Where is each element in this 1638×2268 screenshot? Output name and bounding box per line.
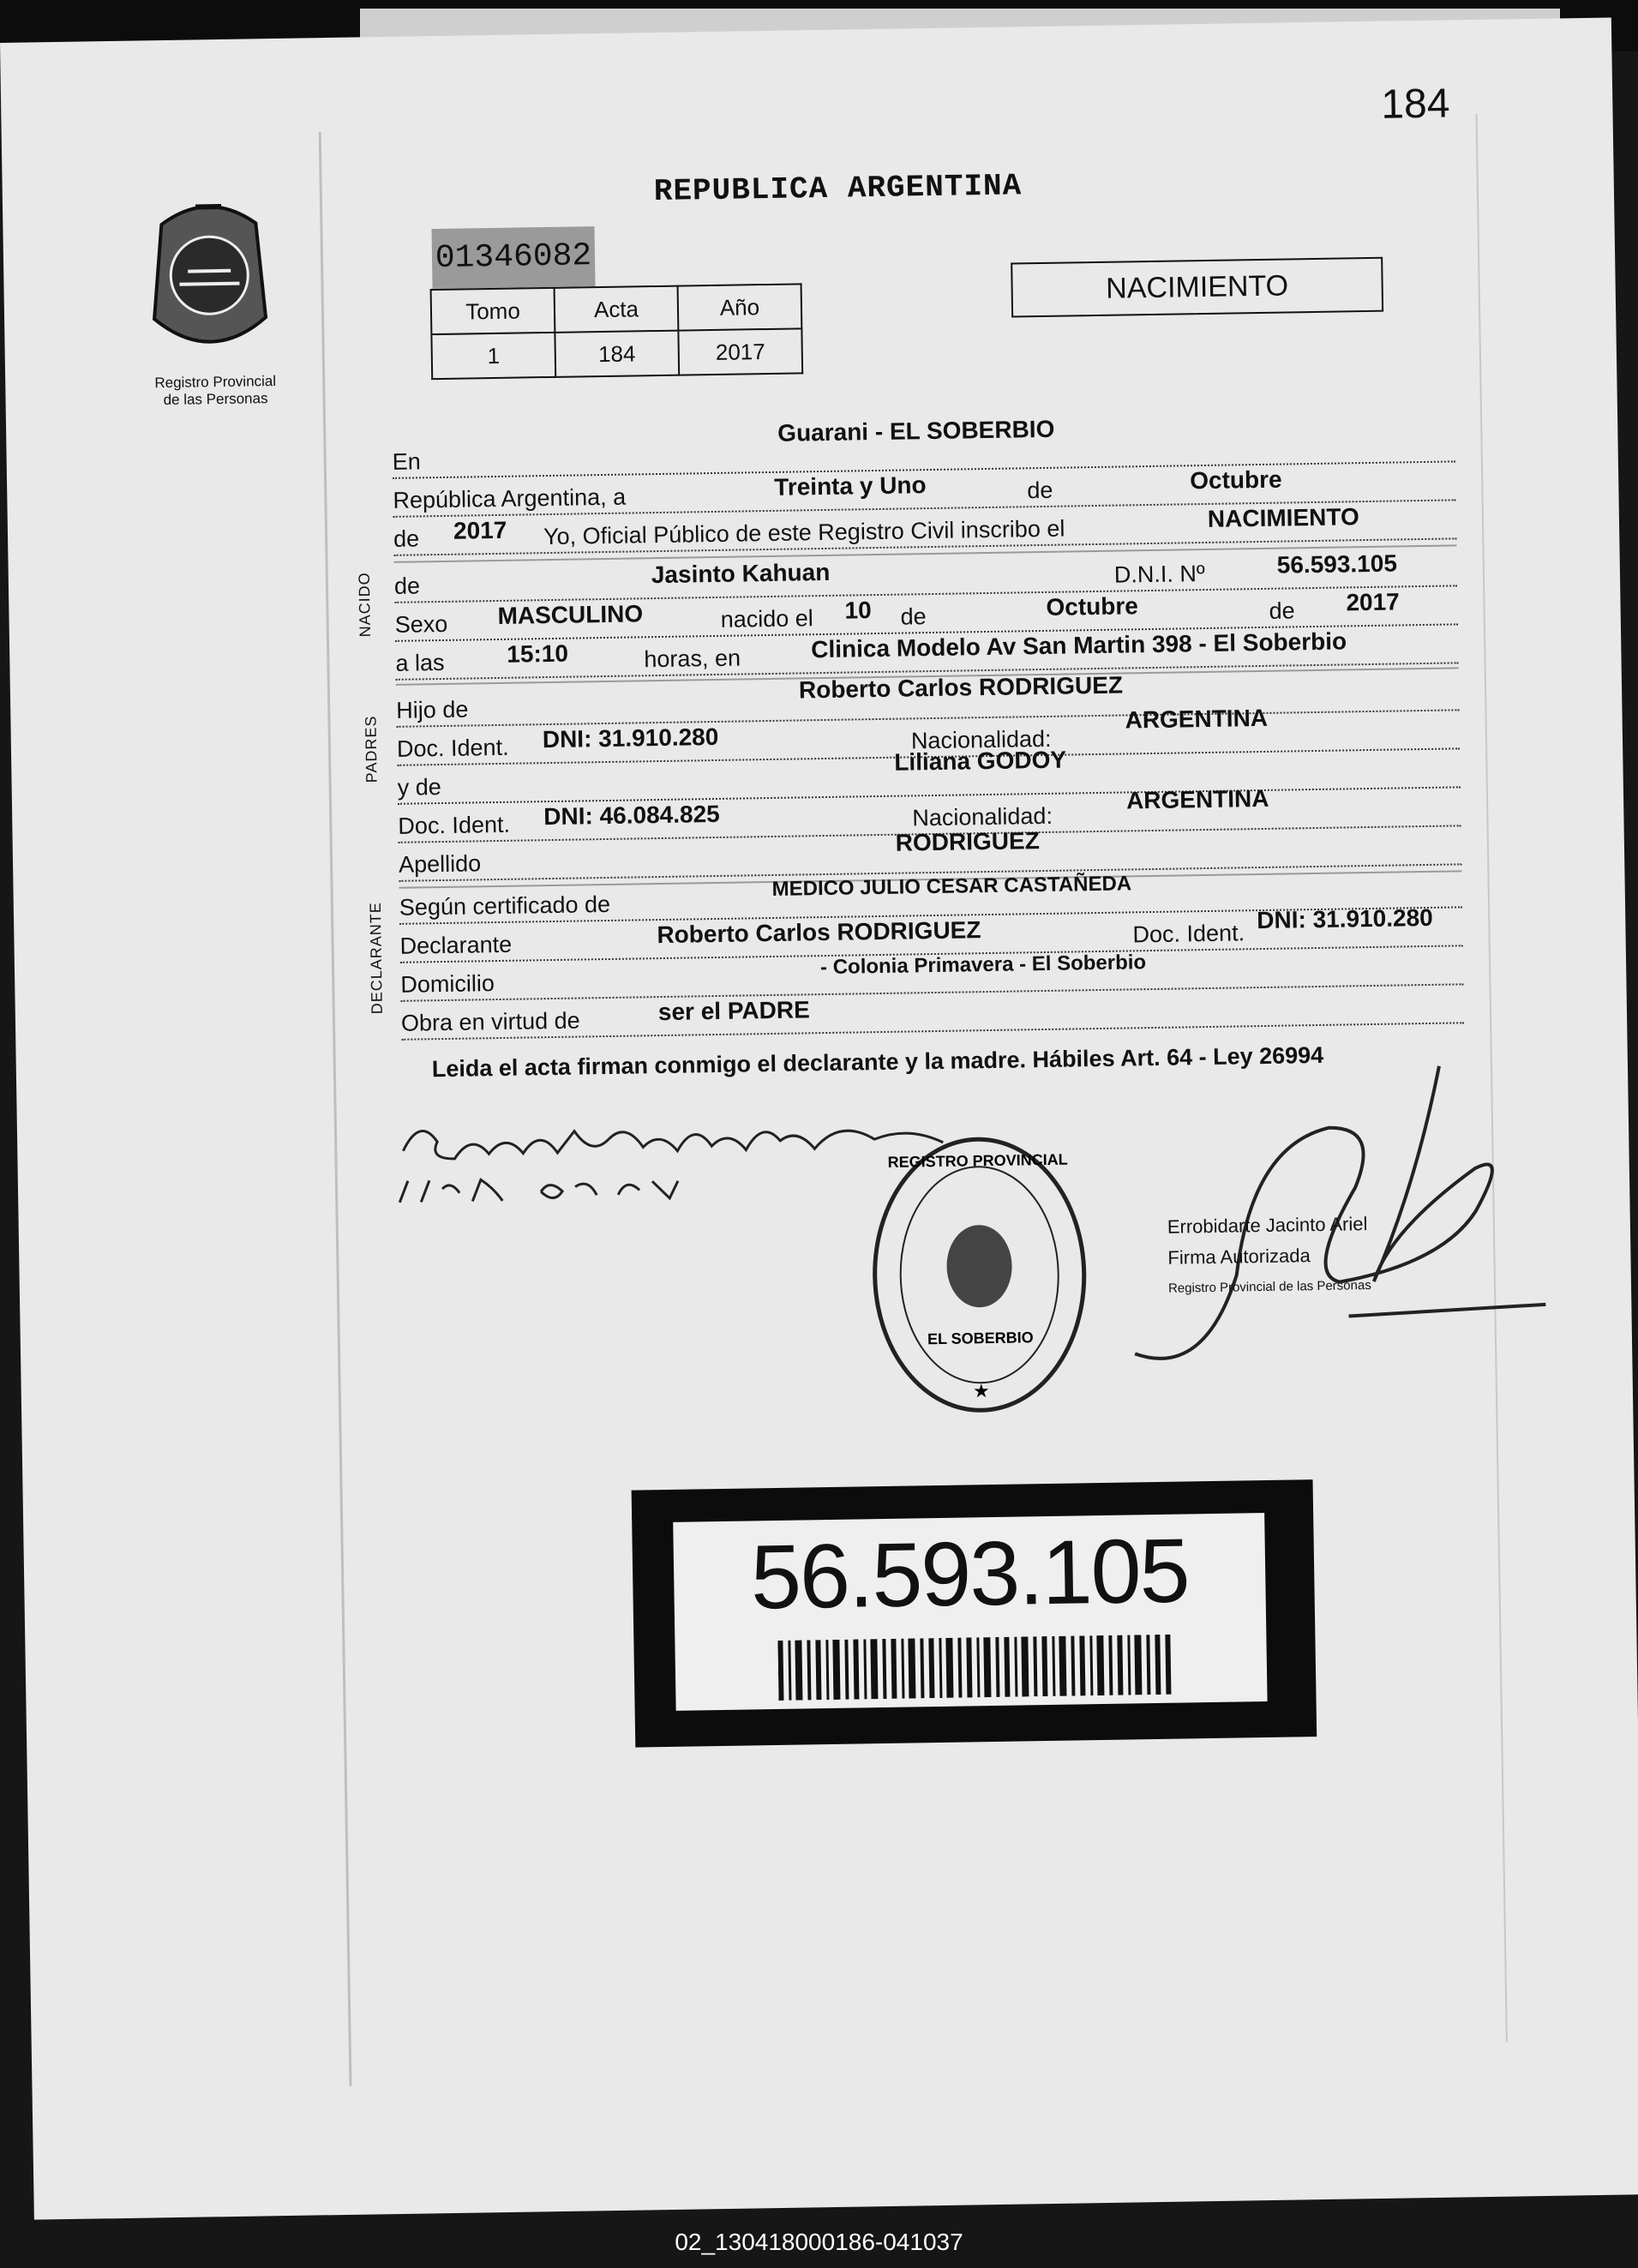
address-value: - Colonia Primavera - El Soberbio [819,951,1147,980]
registry-label-line1: Registro Provincial [154,372,277,392]
official-stamp-icon [866,1131,1093,1418]
official-office: Registro Provincial de las Personas [1167,1278,1371,1296]
obra-value: ser el PADRE [657,996,810,1026]
nacido-label: nacido el [720,605,813,633]
closing-text: Leida el acta firman conmigo el declarante y la madre. Hábiles Art. 64 - Ley 26994 [431,1041,1324,1083]
official-block [1167,1209,1371,1305]
apellido-label: Apellido [398,850,482,878]
mother-nat-label: Nacionalidad: [912,802,1053,831]
declarante-label: Declarante [399,931,513,959]
registry-logo-icon [144,189,275,366]
anio-value: 2017 [678,328,802,375]
declarant-doc-label: Doc. Ident. [1132,920,1245,948]
record-table [430,283,804,380]
yde-label: y de [397,774,441,801]
cert-label: Según certificado de [399,891,611,921]
official-name: Errobidarte Jacinto Ariel [1167,1213,1368,1238]
father-dni: DNI: 31.910.280 [542,723,719,753]
de-label-5: de [1269,597,1295,624]
record-table-header [431,284,802,334]
footer-filename: 02_130418000186-041037 [675,2229,963,2255]
tomo-header: Tomo [431,288,555,334]
side-label-declarante: DECLARANTE [366,902,386,1015]
mother-dni: DNI: 46.084.825 [543,800,720,831]
mother-nationality: ARGENTINA [1125,784,1269,814]
tomo-value: 1 [431,333,555,379]
de-label-2: de [393,525,420,552]
side-label-nacido: NACIDO [355,572,374,638]
place-value: Guarani - EL SOBERBIO [777,415,1055,447]
sexo-value: MASCULINO [497,600,644,629]
surname-value: RODRIGUEZ [895,827,1041,856]
side-label-padres: PADRES [362,715,381,783]
page-number: 184 [1380,81,1450,128]
father-doc-label: Doc. Ident. [396,734,509,762]
barcode-icon [777,1635,1173,1701]
day-value: Treinta y Uno [774,471,927,501]
de-label-1: de [1027,477,1053,504]
father-name: Roberto Carlos RODRIGUEZ [798,671,1124,704]
hijo-label: Hijo de [396,696,469,723]
obra-label: Obra en virtud de [400,1007,580,1036]
child-name: Jasinto Kahuan [651,558,831,589]
republic-label: República Argentina, a [393,483,627,513]
de-label-4: de [900,603,927,630]
document-title: REPUBLICA ARGENTINA [653,168,1023,210]
sexo-label: Sexo [394,610,448,638]
alas-label: a las [395,649,445,676]
serial-number: 01346082 [431,226,595,289]
dni-sticker-label [673,1513,1267,1711]
document-page [0,17,1638,2219]
declarant-name: Roberto Carlos RODRIGUEZ [657,916,981,949]
left-margin-line [319,132,352,2086]
month-value: Octubre [1189,465,1282,495]
registry-label-line2: de las Personas [163,390,268,409]
certificate-value: MEDICO JULIO CESAR CASTAÑEDA [771,872,1132,901]
dni-sticker [632,1479,1317,1747]
birth-year: 2017 [1346,588,1400,616]
horas-label: horas, en [644,645,741,673]
father-nat-label: Nacionalidad: [910,725,1052,754]
year-value: 2017 [453,516,507,544]
record-type-box: NACIMIENTO [1011,257,1383,318]
birth-day: 10 [844,597,872,624]
mother-name: Liliana GODOY [894,746,1067,776]
official-role: Firma Autorizada [1167,1245,1311,1269]
inscribe-value: NACIMIENTO [1207,503,1359,532]
svg-text:EL SOBERBIO: EL SOBERBIO [927,1329,1034,1348]
en-label: En [392,448,421,475]
registry-label [125,372,306,409]
record-table-values [431,328,802,379]
de-label-3: de [393,573,421,599]
father-nationality: ARGENTINA [1125,704,1269,734]
dni-label: D.N.I. Nº [1113,560,1206,588]
mother-doc-label: Doc. Ident. [398,811,511,839]
svg-text:REGISTRO PROVINCIAL: REGISTRO PROVINCIAL [887,1150,1068,1171]
official-text: Yo, Oficial Público de este Registro Civil inscribo el [543,515,1065,550]
svg-text:★: ★ [972,1380,990,1402]
birth-time: 15:10 [507,639,569,668]
dni-sticker-number: 56.593.105 [750,1520,1190,1629]
child-dni: 56.593.105 [1276,549,1398,579]
acta-header: Acta [555,286,679,333]
anio-header: Año [678,284,802,330]
domicilio-label: Domicilio [400,970,495,998]
birth-month: Octubre [1046,592,1139,621]
declarant-dni: DNI: 31.910.280 [1257,903,1433,934]
birth-place: Clinica Modelo Av San Martin 398 - El Soberbio [810,627,1347,663]
acta-value: 184 [555,331,679,377]
